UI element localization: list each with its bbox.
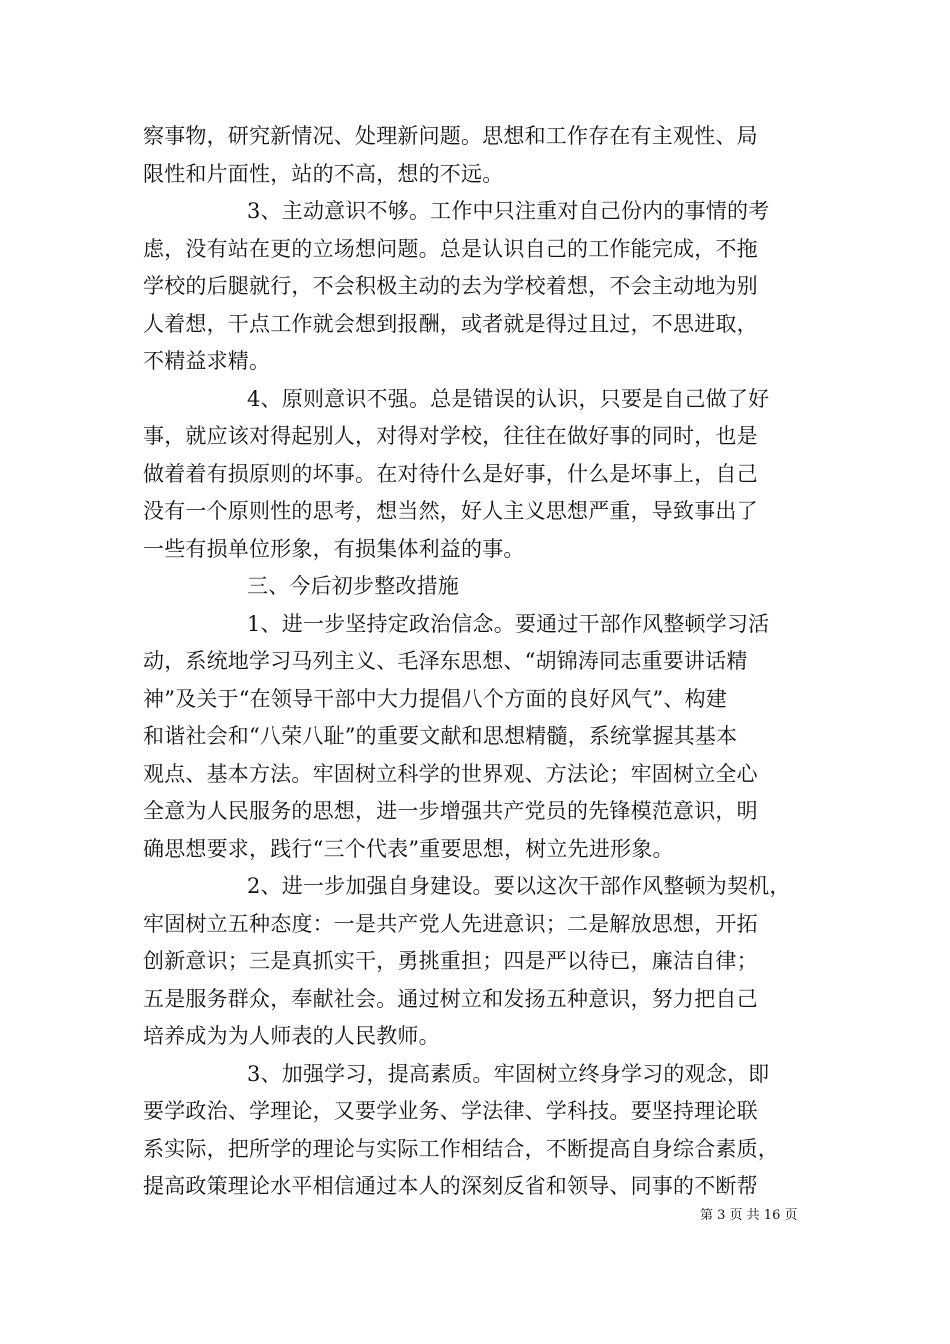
- text-line: 动，系统地学习马列主义、毛泽东思想、“胡锦涛同志重要讲话精: [143, 649, 748, 673]
- text-line: 全意为人民服务的思想，进一步增强共产党员的先锋模范意识，明: [143, 799, 758, 823]
- text-line: 人着想，干点工作就会想到报酬，或者就是得过且过，不思进取，: [143, 311, 758, 336]
- text-line: 确思想要求，践行“三个代表”重要思想，树立先进形象。: [143, 836, 674, 861]
- page-number: 第 3 页 共 16 页: [700, 1208, 798, 1223]
- text-line: 3、加强学习，提高素质。牢固树立终身学习的观念，即: [247, 1061, 770, 1086]
- text-line: 1、进一步坚持定政治信念。要通过干部作风整顿学习活: [247, 611, 770, 636]
- text-line: 观点、基本方法。牢固树立科学的世界观、方法论；牢固树立全心: [143, 761, 758, 786]
- text-line: 五是服务群众，奉献社会。通过树立和发扬五种意识，努力把自己: [143, 986, 758, 1011]
- text-line: 创新意识；三是真抓实干，勇挑重担；四是严以待已，廉洁自律；: [143, 949, 758, 973]
- text-line: 虑，没有站在更的立场想问题。总是认识自己的工作能完成，不拖: [143, 236, 758, 261]
- text-line: 没有一个原则性的思考，想当然，好人主义思想严重，导致事出了: [143, 499, 758, 523]
- text-line: 学校的后腿就行，不会积极主动的去为学校着想，不会主动地为别: [143, 274, 758, 298]
- text-line: 和谐社会和“八荣八耻”的重要文献和思想精髓，系统掌握其基本: [143, 724, 738, 748]
- text-line: 培养成为为人师表的人民教师。: [143, 1024, 440, 1048]
- text-line: 察事物，研究新情况、处理新问题。思想和工作存在有主观性、局: [143, 124, 758, 148]
- text-line: 2、进一步加强自身建设。要以这次干部作风整顿为契机，: [247, 874, 791, 898]
- text-line: 事，就应该对得起别人，对得对学校，往往在做好事的同时，也是: [143, 424, 758, 448]
- text-line: 不精益求精。: [143, 349, 271, 373]
- text-line: 做着着有损原则的坏事。在对待什么是好事，什么是坏事上，自己: [143, 461, 758, 486]
- text-line: 系实际，把所学的理论与实际工作相结合，不断提高自身综合素质，: [143, 1136, 779, 1161]
- text-line: 4、原则意识不强。总是错误的认识，只要是自己做了好: [247, 386, 770, 411]
- text-line: 要学政治、学理论，又要学业务、学法律、学科技。要坚持理论联: [143, 1099, 758, 1123]
- text-line: 神”及关于“在领导干部中大力提倡八个方面的良好风气”、构建: [143, 686, 728, 711]
- body-text: [143, 118, 813, 1206]
- text-line: 一些有损单位形象，有损集体利益的事。: [143, 536, 525, 561]
- text-line: 3、主动意识不够。工作中只注重对自己份内的事情的考: [247, 199, 770, 223]
- text-line: 限性和片面性，站的不高，想的不远。: [143, 161, 504, 186]
- text-line: 牢固树立五种态度：一是共产党人先进意识；二是解放思想，开拓: [143, 911, 758, 936]
- text-line: 三、今后初步整改措施: [247, 574, 459, 598]
- text-line: 提高政策理论水平相信通过本人的深刻反省和领导、同事的不断帮: [143, 1174, 758, 1198]
